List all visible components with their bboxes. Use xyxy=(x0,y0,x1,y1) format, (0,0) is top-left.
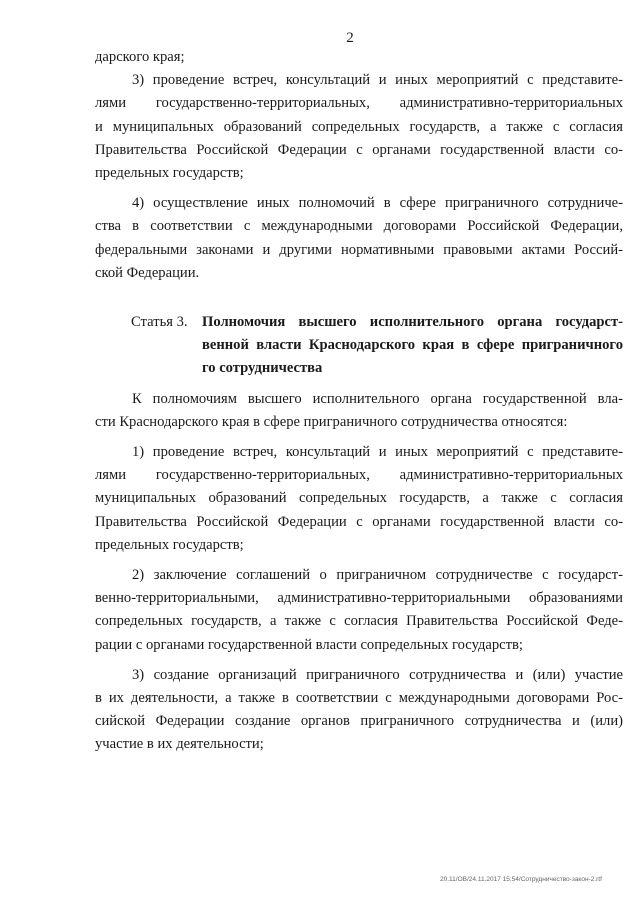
text-line: венно-территориальными, административно-территориальными образованиями xyxy=(95,590,623,607)
text-line: муниципальных образований сопредельных государств, а также с согласия xyxy=(95,490,623,507)
list-item-1 xyxy=(95,441,623,557)
text-line: и муниципальных образований сопредельных государств, а также с согласия xyxy=(95,118,623,135)
text-line: сти Краснодарского края в сфере приграничного сотрудничества относятся: xyxy=(95,413,568,430)
title-line: го сотрудничества xyxy=(202,360,323,377)
text-line: лями государственно-территориальных, административно-территориальных xyxy=(95,95,623,112)
paragraph-continuation xyxy=(95,46,623,69)
text-line: в их деятельности, а также в соответствии с международными договорами Рос- xyxy=(95,690,623,707)
text-line: дарского края; xyxy=(95,49,185,65)
list-item-3 xyxy=(95,69,623,185)
list-item-3-bottom xyxy=(95,664,623,757)
text-line: 1) проведение встреч, консультаций и иных мероприятий с представите- xyxy=(132,444,623,461)
title-line: венной власти Краснодарского края в сфере приграничного xyxy=(202,337,623,354)
text-line: ства в соответствии с международными договорами Российской Федерации, xyxy=(95,218,623,235)
list-item-2 xyxy=(95,564,623,657)
text-line: 4) осуществление иных полномочий в сфере приграничного сотрудниче- xyxy=(132,195,623,212)
text-line: участие в их деятельности; xyxy=(95,736,264,753)
article-heading xyxy=(95,311,623,381)
text-line: ской Федерации. xyxy=(95,264,200,281)
text-line: сопредельных государств, а также с согласия Правительства Российской Феде- xyxy=(95,613,623,630)
text-line: 2) заключение соглашений о приграничном сотрудничестве с государст- xyxy=(132,567,623,584)
article-number: Статья 3. xyxy=(131,314,188,331)
list-item-4 xyxy=(95,192,623,285)
text-line: предельных государств; xyxy=(95,536,244,553)
text-line: сийской Федерации создание органов приграничного сотрудничества и (или) xyxy=(95,713,623,730)
article-intro xyxy=(95,388,623,434)
text-line: рации с органами государственной власти сопредельных государств; xyxy=(95,636,523,653)
text-line: 3) создание организаций приграничного сотрудничества и (или) участие xyxy=(132,666,623,683)
text-line: Правительства Российской Федерации с органами государственной власти со- xyxy=(95,141,623,158)
article-title xyxy=(202,311,623,381)
text-line: Правительства Российской Федерации с органами государственной власти со- xyxy=(95,513,623,530)
text-line: 3) проведение встреч, консультаций и иных мероприятий с представите- xyxy=(132,72,623,89)
document-body xyxy=(95,46,623,757)
title-line: Полномочия высшего исполнительного органа государст- xyxy=(202,314,623,331)
page-number: 2 xyxy=(346,30,354,46)
document-footer: 20.11/ОВ/24.11.2017 15:54/Сотрудничество-закон-2.rtf xyxy=(440,876,602,883)
text-line: лями государственно-территориальных, административно-территориальных xyxy=(95,467,623,484)
text-line: предельных государств; xyxy=(95,165,244,182)
text-line: федеральными законами и другими нормативными правовыми актами Россий- xyxy=(95,241,623,258)
text-line: К полномочиям высшего исполнительного органа государственной вла- xyxy=(132,390,623,407)
